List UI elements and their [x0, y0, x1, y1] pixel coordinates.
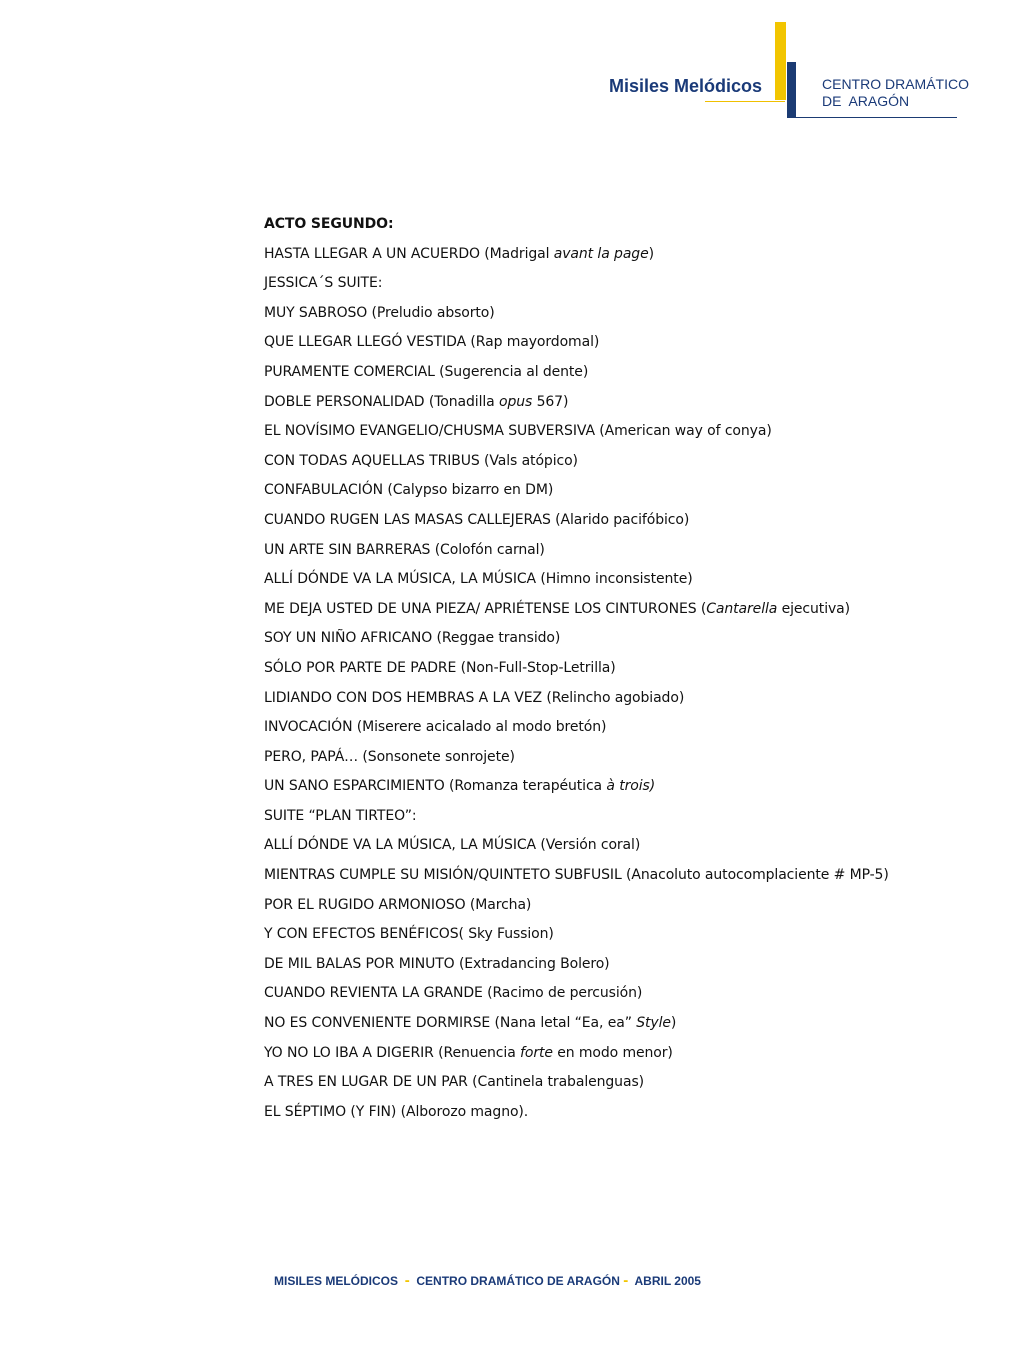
song-lines [264, 240, 964, 1128]
song-line [264, 1039, 964, 1069]
song-line [264, 920, 964, 950]
song-list [264, 210, 964, 1127]
footer-date: ABRIL 2005 [634, 1274, 701, 1288]
song-line [264, 1068, 964, 1098]
song-line-text: YO NO LO IBA A DIGERIR (Renuencia [264, 1044, 521, 1061]
header-navy-underline [787, 117, 957, 118]
song-line-text: POR EL RUGIDO ARMONIOSO (Marcha) [264, 896, 532, 913]
song-line-tail: en modo menor) [552, 1044, 673, 1061]
song-line [264, 713, 964, 743]
song-line [264, 536, 964, 566]
song-line [264, 654, 964, 684]
song-line [264, 624, 964, 654]
song-line [264, 358, 964, 388]
song-line-italic: forte [520, 1044, 553, 1061]
header-org-line-2: DE ARAGÓN [822, 93, 910, 109]
song-line-text: PURAMENTE COMERCIAL (Sugerencia al dente) [264, 363, 589, 380]
song-line-text: Y CON EFECTOS BENÉFICOS( Sky Fussion) [264, 926, 554, 943]
footer-title: MISILES MELÓDICOS [274, 1274, 399, 1288]
header-org-line-1: CENTRO DRAMÁTICO [822, 76, 969, 92]
act-heading: ACTO SEGUNDO: [264, 216, 394, 232]
header-gold-bar [775, 22, 786, 100]
song-line [264, 388, 964, 418]
song-line [264, 772, 964, 802]
song-line-italic: Style [636, 1015, 671, 1032]
song-line [264, 802, 964, 832]
song-line-text: LIDIANDO CON DOS HEMBRAS A LA VEZ (Relincho agobiado) [264, 689, 685, 706]
song-line-text: MUY SABROSO (Preludio absorto) [264, 304, 495, 321]
song-line-text: SUITE “PLAN TIRTEO”: [264, 807, 417, 824]
song-line [264, 979, 964, 1009]
header-organization [822, 76, 969, 110]
song-line-text: CUANDO REVIENTA LA GRANDE (Racimo de percusión) [264, 985, 643, 1002]
song-line [264, 1009, 964, 1039]
song-line [264, 565, 964, 595]
song-line-text: INVOCACIÓN (Miserere acicalado al modo bretón) [264, 719, 607, 736]
song-line [264, 595, 964, 625]
song-line [264, 950, 964, 980]
song-line-text: CONFABULACIÓN (Calypso bizarro en DM) [264, 482, 554, 499]
song-line [264, 299, 964, 329]
header-gold-underline [705, 101, 785, 102]
song-line [264, 269, 964, 299]
song-line [264, 891, 964, 921]
song-line-text: PERO, PAPÁ… (Sonsonete sonrojete) [264, 748, 515, 765]
song-line-text: JESSICA´S SUITE: [264, 275, 383, 292]
song-line-text: HASTA LLEGAR A UN ACUERDO (Madrigal [264, 245, 554, 262]
header-navy-bar [787, 62, 796, 118]
song-line-text: DOBLE PERSONALIDAD (Tonadilla [264, 393, 499, 410]
song-line [264, 743, 964, 773]
song-line [264, 417, 964, 447]
song-line-text: CON TODAS AQUELLAS TRIBUS (Vals atópico) [264, 452, 578, 469]
song-line-text: QUE LLEGAR LLEGÓ VESTIDA (Rap mayordomal) [264, 334, 600, 351]
song-line-text: UN ARTE SIN BARRERAS (Colofón carnal) [264, 541, 545, 558]
song-line [264, 476, 964, 506]
song-line-tail: ) [670, 1015, 677, 1032]
song-line-text: ME DEJA USTED DE UNA PIEZA/ APRIÉTENSE LOS CINTURONES ( [264, 600, 707, 617]
song-line [264, 684, 964, 714]
header-title: Misiles Melódicos [608, 76, 762, 96]
song-line [264, 506, 964, 536]
song-line [264, 328, 964, 358]
page-footer [274, 1272, 701, 1289]
song-line-tail: 567) [532, 393, 569, 410]
song-line-text: UN SANO ESPARCIMIENTO (Romanza terapéutica [264, 778, 607, 795]
song-line-text: ALLÍ DÓNDE VA LA MÚSICA, LA MÚSICA (Himno inconsistente) [264, 571, 693, 588]
song-line [264, 831, 964, 861]
song-line-italic: avant la page [553, 245, 649, 262]
song-line [264, 861, 964, 891]
song-line-text: A TRES EN LUGAR DE UN PAR (Cantinela trabalenguas) [264, 1074, 644, 1091]
song-line [264, 240, 964, 270]
song-line-text: EL SÉPTIMO (Y FIN) (Alborozo magno). [264, 1103, 529, 1120]
song-line-tail: ) [648, 245, 654, 262]
footer-organization: CENTRO DRAMÁTICO DE ARAGÓN [416, 1274, 620, 1288]
song-line-text: MIENTRAS CUMPLE SU MISIÓN/QUINTETO SUBFUSIL (Anacoluto autocomplaciente # MP-5) [264, 867, 889, 884]
song-line-text: CUANDO RUGEN LAS MASAS CALLEJERAS (Alarido pacifóbico) [264, 511, 690, 528]
song-line [264, 447, 964, 477]
song-line-text: EL NOVÍSIMO EVANGELIO/CHUSMA SUBVERSIVA (American way of conya) [264, 423, 772, 440]
song-line-text: ALLÍ DÓNDE VA LA MÚSICA, LA MÚSICA (Versión coral) [264, 837, 641, 854]
song-line-italic: Cantarella [706, 600, 778, 617]
song-line-text: NO ES CONVENIENTE DORMIRSE (Nana letal “Ea, ea” [264, 1015, 637, 1032]
song-line-tail: ejecutiva) [777, 600, 851, 617]
song-line-text: SOY UN NIÑO AFRICANO (Reggae transido) [264, 630, 561, 647]
song-line-text: DE MIL BALAS POR MINUTO (Extradancing Bolero) [264, 955, 610, 972]
footer-separator-2: - [623, 1272, 629, 1289]
footer-separator-1: - [404, 1272, 410, 1289]
song-line [264, 1098, 964, 1128]
song-line-text: SÓLO POR PARTE DE PADRE (Non-Full-Stop-Letrilla) [264, 659, 616, 676]
song-line-italic: à trois) [606, 778, 656, 795]
song-line-italic: opus [498, 393, 533, 410]
